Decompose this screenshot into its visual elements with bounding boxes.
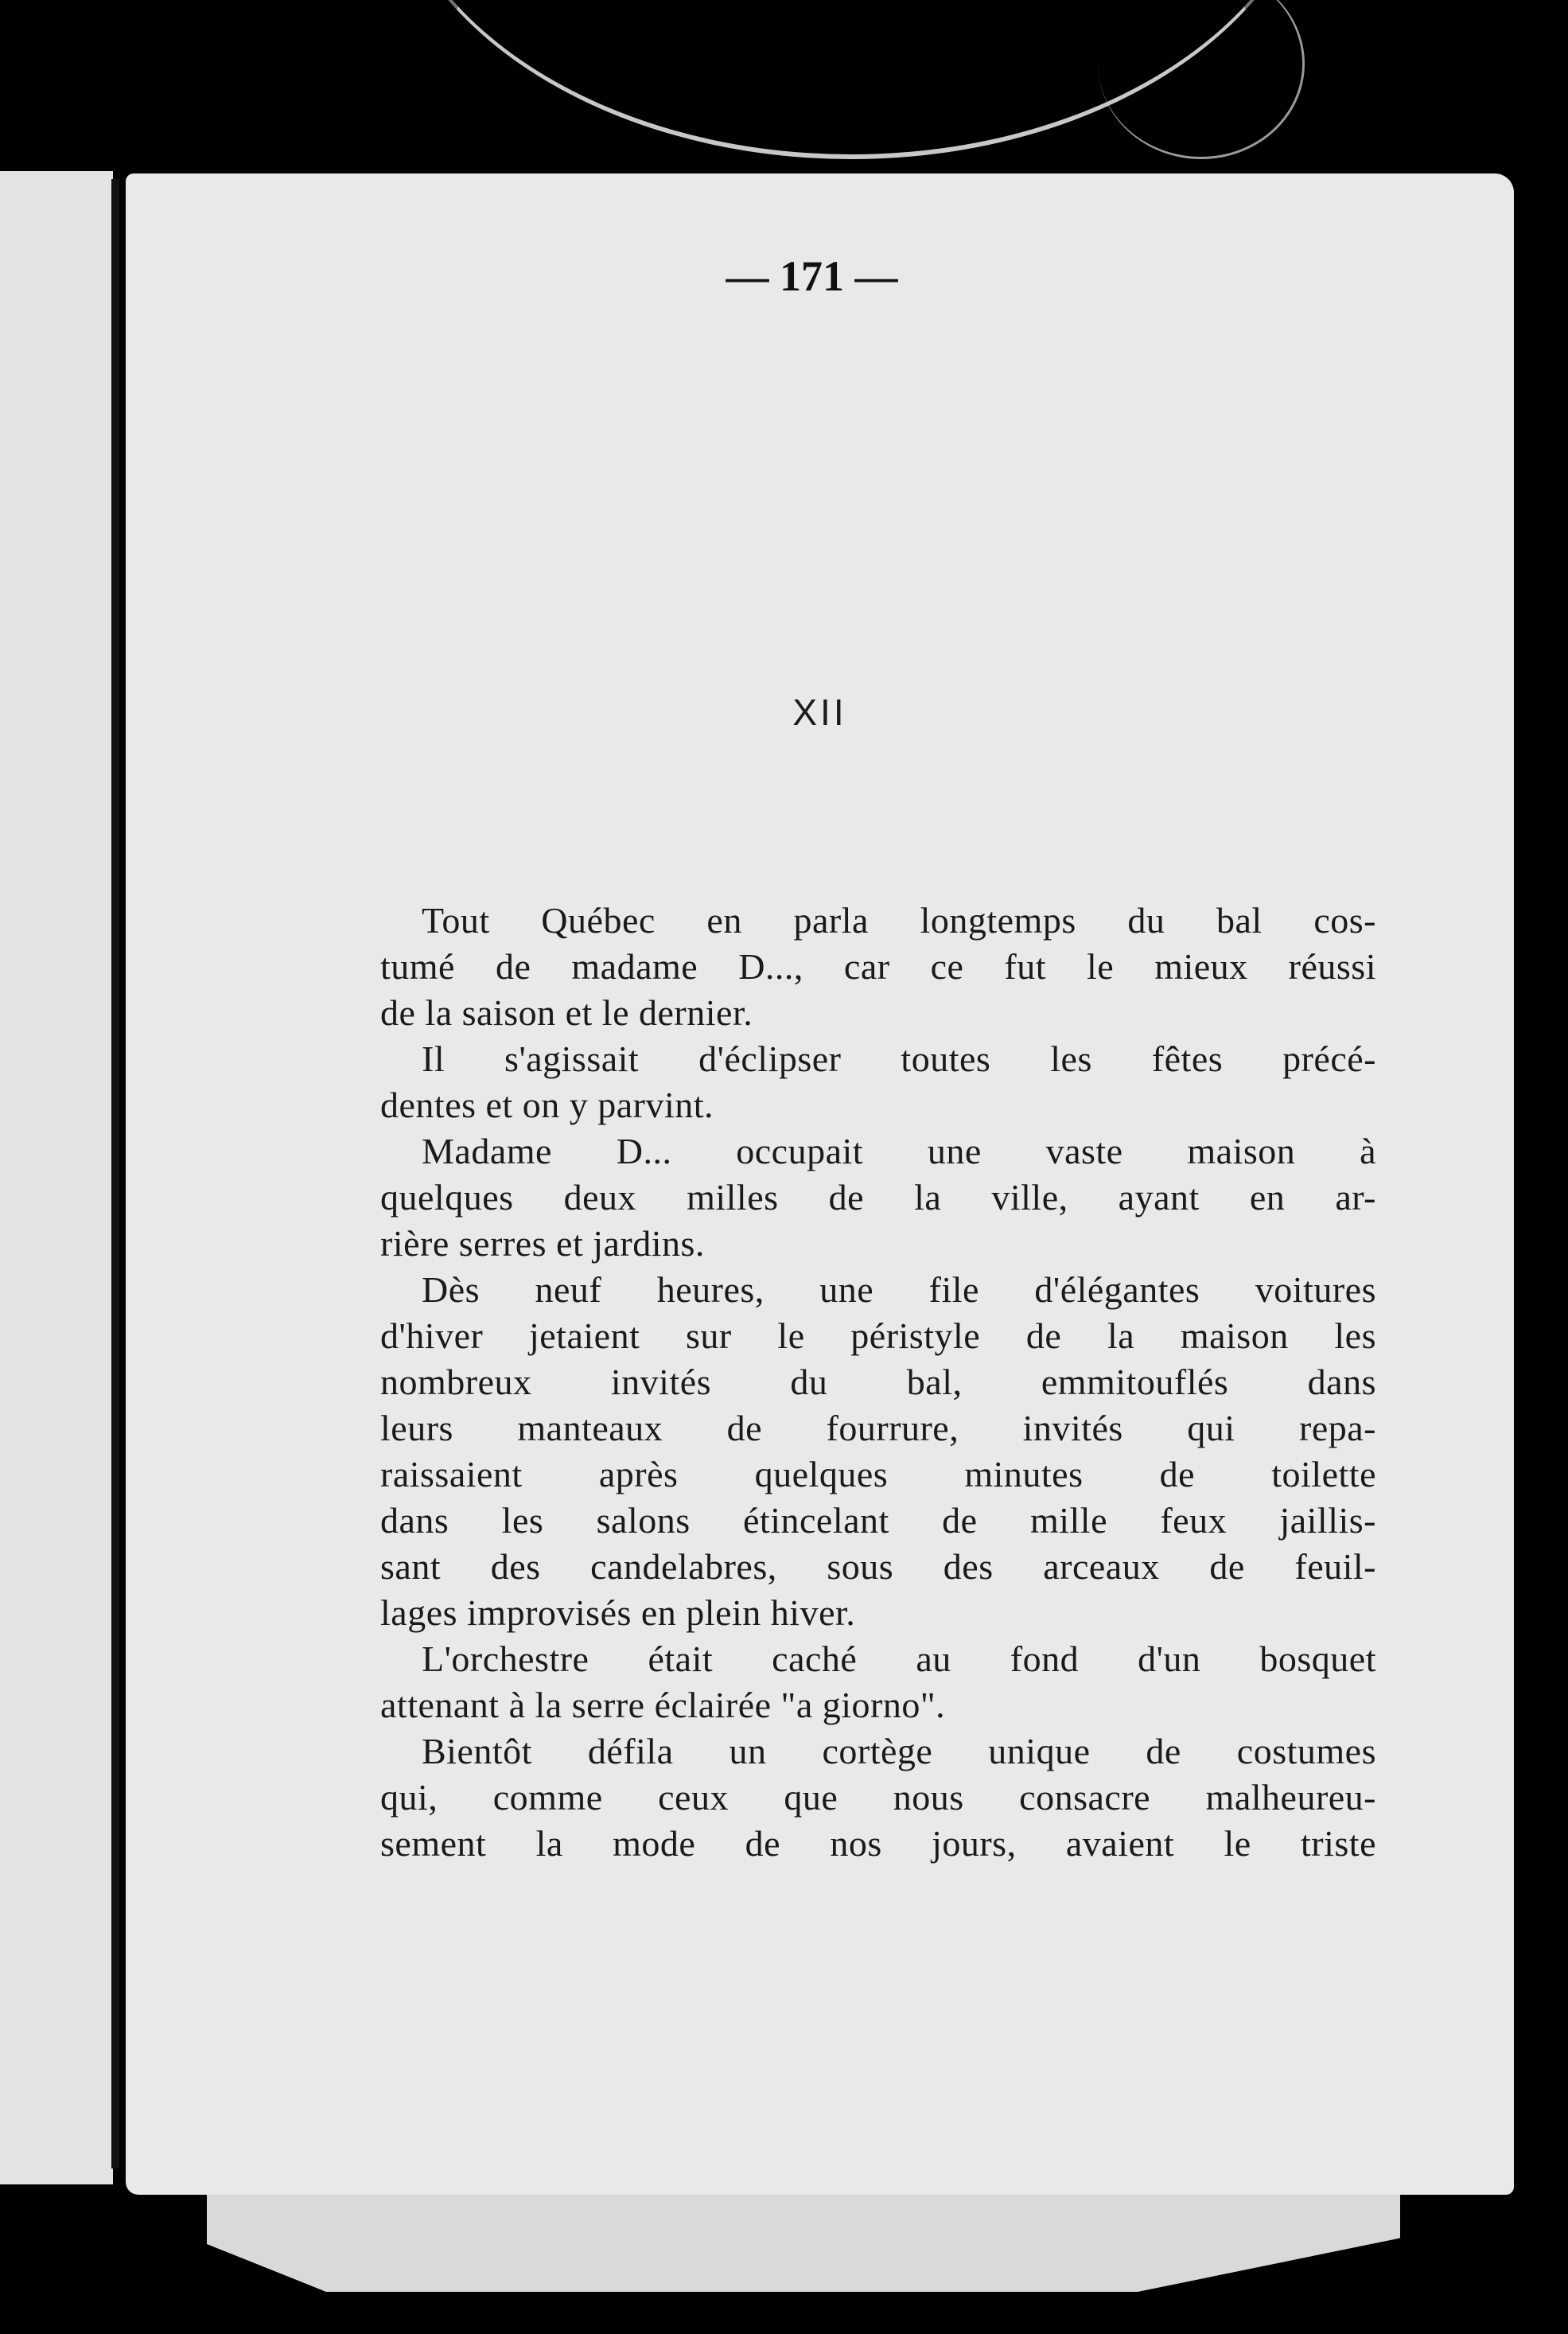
text-line: Tout Québec en parla longtemps du bal cos-	[422, 900, 1376, 941]
text-line: quelques deux milles de la ville, ayant en ar-	[380, 1177, 1376, 1218]
book-spine	[111, 179, 119, 2168]
text-line: sement la mode de nos jours, avaient le triste	[380, 1823, 1376, 1864]
text-line: dans les salons étincelant de mille feux jaillis-	[380, 1500, 1376, 1541]
text-line: dentes et on y parvint.	[380, 1085, 714, 1125]
chapter-heading: XII	[792, 692, 847, 733]
text-line: attenant à la serre éclairée "a giorno".	[380, 1685, 946, 1725]
text-line: d'hiver jetaient sur le péristyle de la maison les	[380, 1315, 1376, 1356]
text-line: de la saison et le dernier.	[380, 992, 753, 1033]
text-line: leurs manteaux de fourrure, invités qui repa-	[380, 1408, 1376, 1448]
text-line: Dès neuf heures, une file d'élégantes voitures	[422, 1269, 1376, 1310]
text-line: Il s'agissait d'éclipser toutes les fêtes précé-	[422, 1038, 1376, 1079]
text-line: sant des candelabres, sous des arceaux de feuil-	[380, 1546, 1376, 1587]
text-line: lages improvisés en plein hiver.	[380, 1592, 856, 1633]
text-line: rière serres et jardins.	[380, 1223, 705, 1264]
text-line: nombreux invités du bal, emmitouflés dans	[380, 1362, 1376, 1402]
text-line: Madame D... occupait une vaste maison à	[422, 1131, 1376, 1171]
text-line: tumé de madame D..., car ce fut le mieux réussi	[380, 946, 1376, 987]
book-page	[126, 173, 1514, 2195]
text-line: L'orchestre était caché au fond d'un bosquet	[422, 1638, 1376, 1679]
text-line: qui, comme ceux que nous consacre malheureu-	[380, 1777, 1376, 1818]
text-line: raissaient après quelques minutes de toilette	[380, 1454, 1376, 1494]
text-line: Bientôt défila un cortège unique de costumes	[422, 1731, 1376, 1771]
lens-glare-secondary	[1098, 0, 1305, 159]
page-number: — 171 —	[726, 252, 898, 300]
body-text	[380, 898, 1376, 1867]
previous-page-edge	[0, 171, 113, 2184]
